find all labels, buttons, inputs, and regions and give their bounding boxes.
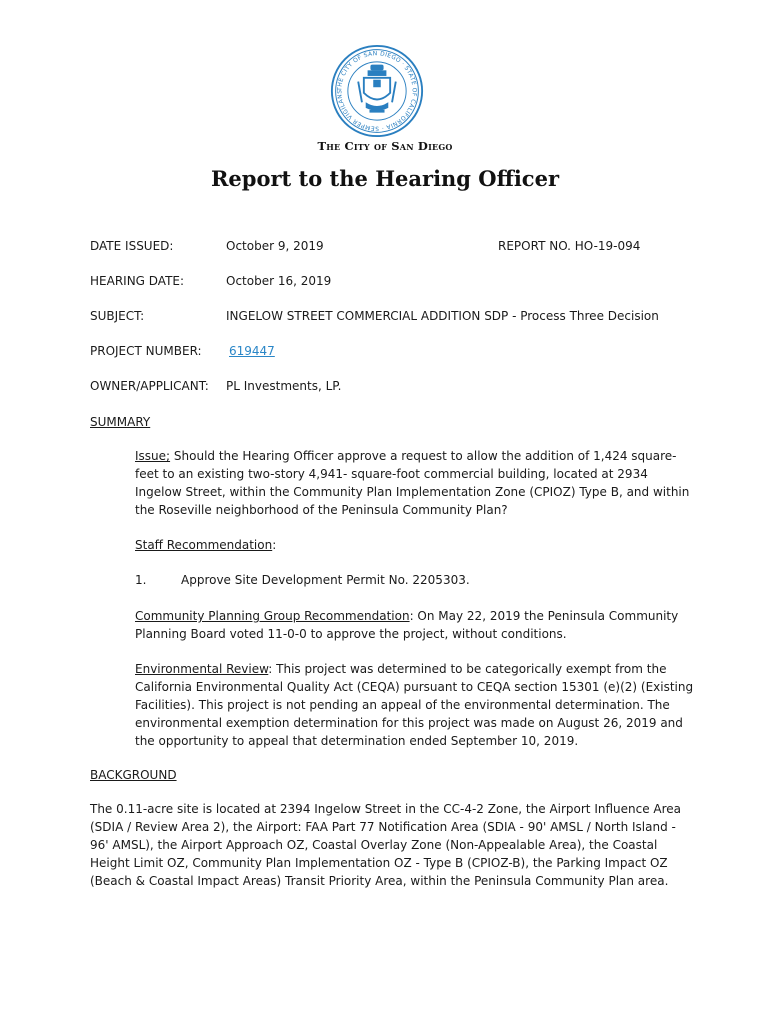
- environmental-paragraph: [135, 660, 695, 750]
- subject-label: SUBJECT:: [90, 309, 145, 323]
- issue-text: Should the Hearing Officer approve a request to allow the addition of 1,424 square-feet to an existing two-story 4,941- square-foot commercial building, located at 2934 Ingelow Street, within the Community Plan Implementation Zone (CPIOZ) Type B, and within the Roseville neighborhood of the Peninsula Community Plan?: [135, 449, 690, 517]
- city-name: The City of San Diego: [317, 139, 453, 153]
- environmental-label: Environmental Review: [135, 662, 269, 676]
- subject-value: INGELOW STREET COMMERCIAL ADDITION SDP - Process Three Decision: [226, 309, 659, 323]
- background-heading: BACKGROUND: [90, 768, 177, 782]
- city-seal-icon: [330, 44, 424, 138]
- staff-recommendation-label: Staff Recommendation: [135, 538, 273, 552]
- issue-label: Issue;: [135, 449, 171, 463]
- project-number-label: PROJECT NUMBER:: [90, 344, 202, 358]
- recommendation-number: 1.: [135, 573, 147, 587]
- cpg-paragraph: [135, 607, 695, 643]
- date-issued-value: October 9, 2019: [226, 239, 324, 253]
- staff-recommendation-colon: :: [272, 538, 277, 552]
- owner-label: OWNER/APPLICANT:: [90, 379, 209, 393]
- report-number: REPORT NO. HO-19-094: [498, 239, 641, 253]
- environmental-text: : This project was determined to be categorically exempt from the California Environmental Quality Act (CEQA) pursuant to CEQA section 15301 (e)(2) (Existing Facilities). This project is not pending an appeal of the environmental determination. The environmental exemption determination for this project was made on August 26, 2019 and the opportunity to appeal that determination ended September 10, 2019.: [135, 662, 694, 748]
- report-title: Report to the Hearing Officer: [210, 166, 560, 191]
- project-number-link[interactable]: 619447: [229, 344, 275, 358]
- date-issued-label: DATE ISSUED:: [90, 239, 174, 253]
- svg-text:THE CITY OF SAN DIEGO · STATE: THE CITY OF SAN DIEGO · STATE OF CALIFORNIA · SEMPER VIGILANS: [337, 51, 417, 131]
- staff-recommendation-heading: [135, 536, 695, 554]
- background-paragraph: The 0.11-acre site is located at 2394 Ingelow Street in the CC-4-2 Zone, the Airport Influence Area (SDIA / Review Area 2), the Airport: FAA Part 77 Notification Area (SDIA - 90' AMSL / North Island - 96' AMSL), the Airport Approach OZ, Coastal Overlay Zone (Non-Appealable Area), the Coastal Height Limit OZ, Community Plan Implementation OZ - Type B (CPIOZ-B), the Parking Impact OZ (Beach & Coastal Impact Areas) Transit Priority Area, within the Peninsula Community Plan area.: [90, 802, 682, 888]
- hearing-date-label: HEARING DATE:: [90, 274, 185, 288]
- cpg-label: Community Planning Group Recommendation: [135, 609, 410, 623]
- hearing-date-value: October 16, 2019: [226, 274, 332, 288]
- issue-paragraph: [135, 447, 695, 519]
- cpg-text: : On May 22, 2019 the Peninsula Community Planning Board voted 11-0-0 to approve the project, without conditions.: [135, 609, 679, 641]
- summary-heading: SUMMARY: [90, 415, 151, 429]
- recommendation-text: Approve Site Development Permit No. 2205303.: [181, 573, 470, 587]
- owner-value: PL Investments, LP.: [226, 379, 342, 393]
